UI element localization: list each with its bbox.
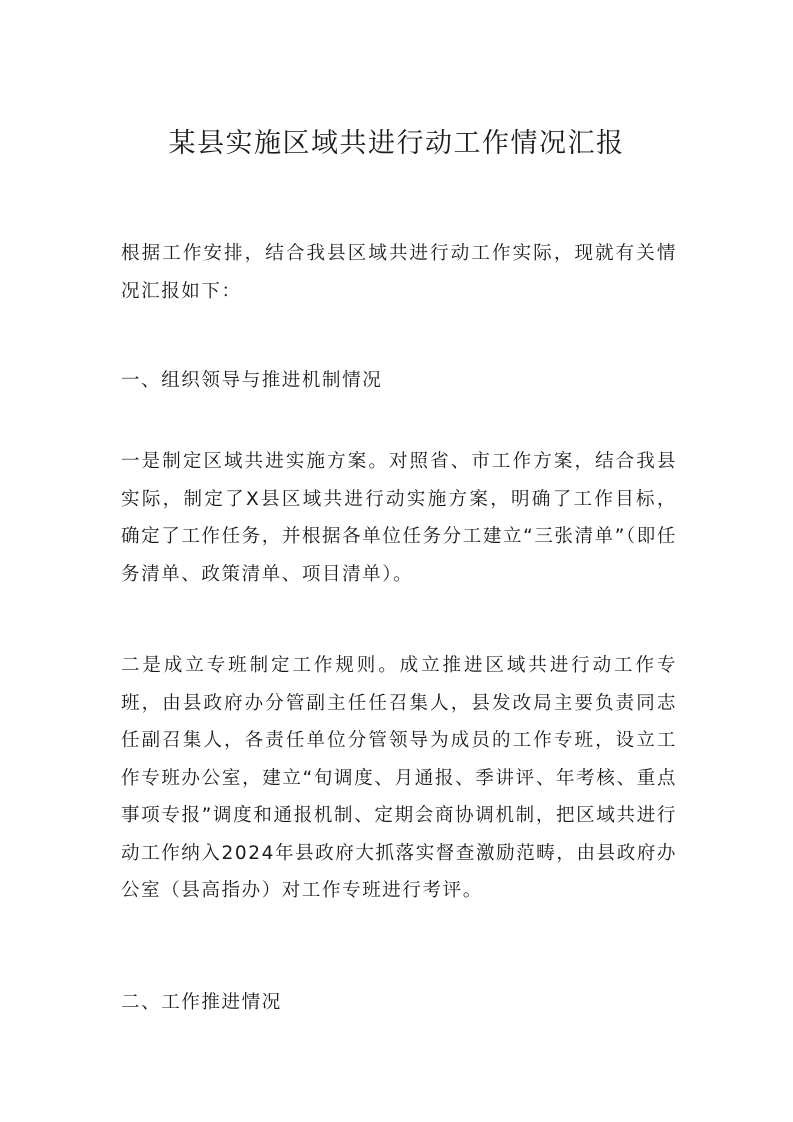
section-1-paragraph-1: 一是制定区域共进实施方案。对照省、市工作方案，结合我县实际，制定了X县区域共进行动实施方案，明确了工作目标，确定了工作任务，并根据各单位任务分工建立“三张清单”（即任务清单、政策清单、项目清单）。	[121, 451, 677, 585]
section-1-heading: 一、组织领导与推进机制情况	[121, 370, 383, 391]
section-1-paragraph-2: 二是成立专班制定工作规则。成立推进区域共进行动工作专班，由县政府办分管副主任任召集人，县发改局主要负责同志任副召集人，各责任单位分管领导为成员的工作专班，设立工作专班办公室，建立“旬调度、月通报、季讲评、年考核、重点事项专报”调度和通报机制、定期会商协调机制，把区域共进行动工作纳入2024年县政府大抓落实督查激励范畴，由县政府办公室（县高指办）对工作专班进行考评。	[121, 655, 677, 901]
document-title: 某县实施区域共进行动工作情况汇报	[168, 128, 625, 159]
section-2-heading: 二、工作推进情况	[121, 992, 282, 1013]
intro-paragraph: 根据工作安排，结合我县区域共进行动工作实际，现就有关情况汇报如下：	[121, 243, 677, 302]
